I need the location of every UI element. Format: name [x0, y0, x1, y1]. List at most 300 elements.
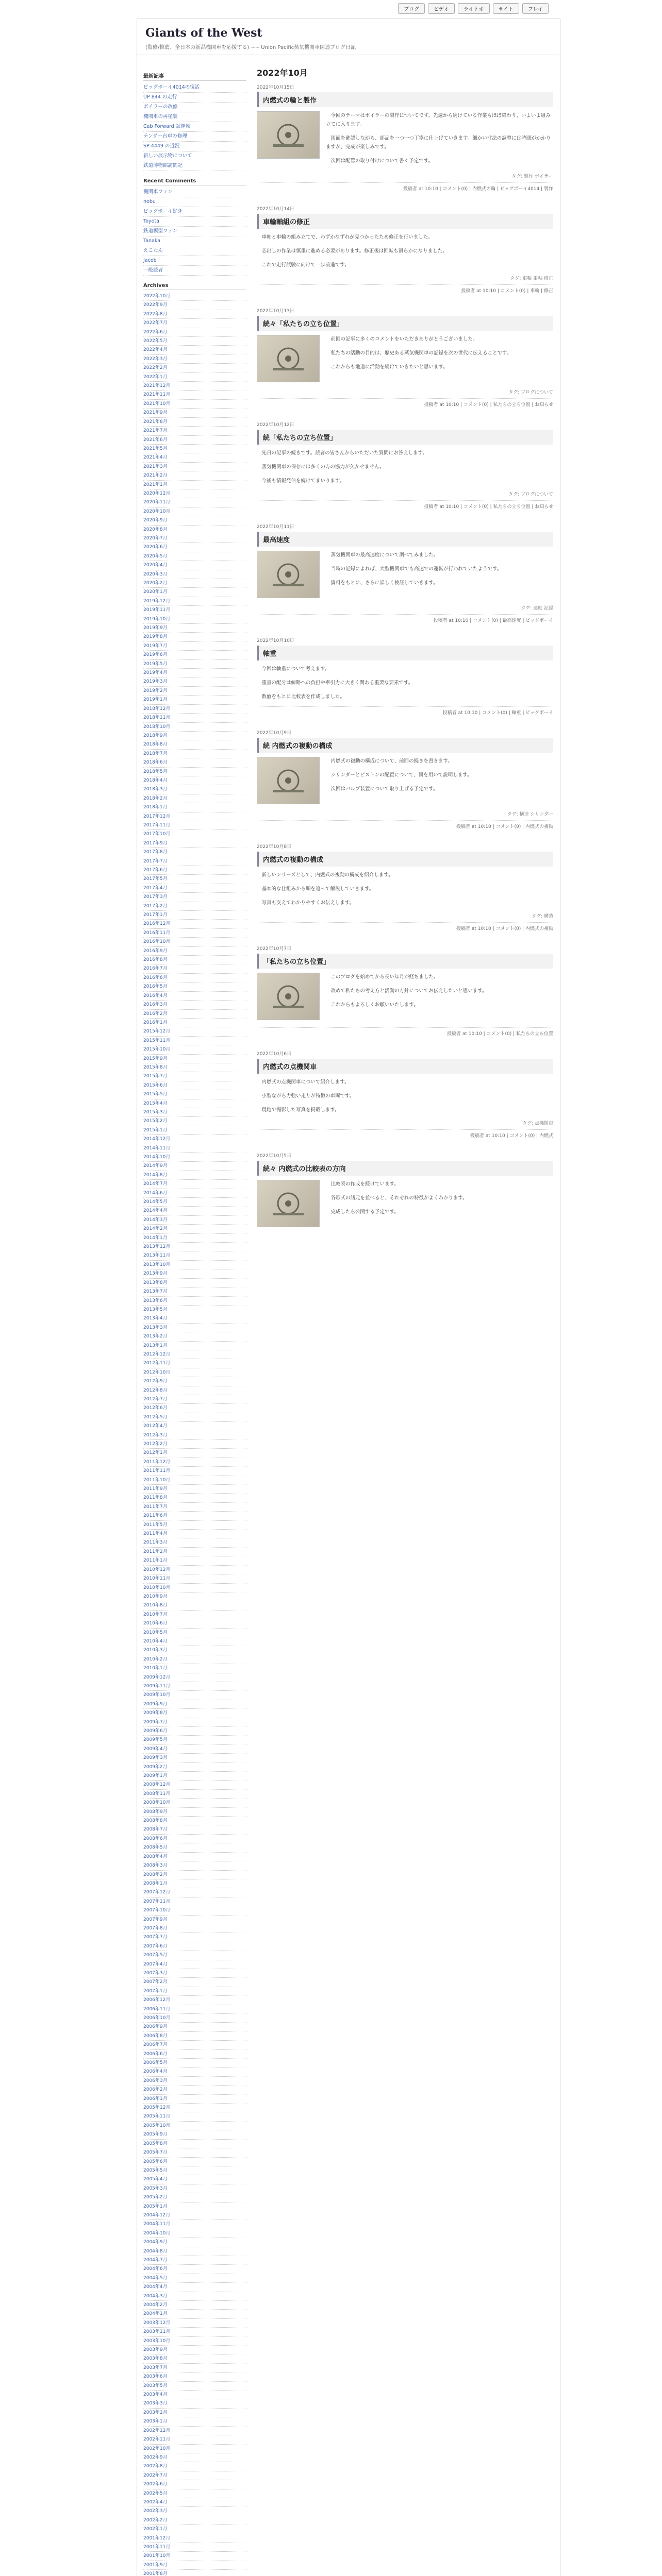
archive-month-link[interactable]: 2003年10月 — [143, 2337, 246, 2346]
archive-month-link[interactable]: 2003年12月 — [143, 2319, 246, 2328]
archive-month-link[interactable]: 2016年7月 — [143, 964, 246, 973]
archive-month-link[interactable]: 2019年2月 — [143, 687, 246, 696]
archive-month-link[interactable]: 2011年5月 — [143, 1521, 246, 1530]
archive-month-link[interactable]: 2006年9月 — [143, 2023, 246, 2031]
archive-month-link[interactable]: 2011年11月 — [143, 1467, 246, 1476]
archive-month-link[interactable]: 2009年3月 — [143, 1754, 246, 1762]
archive-month-link[interactable]: 2015年8月 — [143, 1063, 246, 1072]
recent-comment-link[interactable]: ビッグボーイ好き — [143, 207, 246, 217]
archive-month-link[interactable]: 2022年2月 — [143, 364, 246, 372]
archive-month-link[interactable]: 2010年6月 — [143, 1619, 246, 1628]
archive-month-link[interactable]: 2006年3月 — [143, 2077, 246, 2086]
post-photo[interactable] — [257, 757, 320, 804]
archive-month-link[interactable]: 2021年1月 — [143, 481, 246, 489]
archive-month-link[interactable]: 2011年6月 — [143, 1512, 246, 1520]
recent-comment-link[interactable]: 機関車ファン — [143, 188, 246, 197]
post-tags[interactable]: タグ: 速度 記録 — [521, 606, 553, 611]
post-tags[interactable]: タグ: 点機関車 — [522, 1121, 553, 1126]
archive-month-link[interactable]: 2006年1月 — [143, 2095, 246, 2104]
archive-month-link[interactable]: 2020年12月 — [143, 489, 246, 498]
archive-month-link[interactable]: 2011年7月 — [143, 1503, 246, 1512]
archive-month-link[interactable]: 2004年12月 — [143, 2211, 246, 2220]
archive-month-link[interactable]: 2021年4月 — [143, 453, 246, 462]
archive-month-link[interactable]: 2005年5月 — [143, 2166, 246, 2175]
top-nav-link[interactable]: サイト — [493, 3, 519, 14]
recent-entry-link[interactable]: テンダー台車の修理 — [143, 132, 246, 142]
archive-month-link[interactable]: 2015年2月 — [143, 1117, 246, 1126]
archive-month-link[interactable]: 2004年11月 — [143, 2220, 246, 2229]
archive-month-link[interactable]: 2006年11月 — [143, 2005, 246, 2014]
archive-month-link[interactable]: 2011年3月 — [143, 1538, 246, 1547]
archive-month-link[interactable]: 2016年3月 — [143, 1001, 246, 1009]
archive-month-link[interactable]: 2005年3月 — [143, 2184, 246, 2193]
archive-month-link[interactable]: 2004年2月 — [143, 2301, 246, 2310]
archive-month-link[interactable]: 2005年2月 — [143, 2193, 246, 2202]
archive-month-link[interactable]: 2022年10月 — [143, 292, 246, 301]
archive-month-link[interactable]: 2011年10月 — [143, 1476, 246, 1485]
archive-month-link[interactable]: 2010年9月 — [143, 1592, 246, 1601]
archive-month-link[interactable]: 2010年12月 — [143, 1566, 246, 1574]
archive-month-link[interactable]: 2016年4月 — [143, 992, 246, 1001]
archive-month-link[interactable]: 2002年8月 — [143, 2462, 246, 2471]
archive-month-link[interactable]: 2004年8月 — [143, 2247, 246, 2256]
archive-month-link[interactable]: 2003年6月 — [143, 2372, 246, 2381]
archive-month-link[interactable]: 2015年7月 — [143, 1072, 246, 1081]
post-title[interactable]: 内燃式の輪と製作 — [257, 92, 553, 107]
archive-month-link[interactable]: 2020年10月 — [143, 507, 246, 516]
post-footer[interactable]: 投稿者 at 10:10 | コメント(0) | 私たちの立ち位置 | お知らせ — [257, 500, 553, 510]
archive-month-link[interactable]: 2014年5月 — [143, 1198, 246, 1207]
recent-comment-link[interactable]: Toyota — [143, 217, 246, 227]
recent-entry-link[interactable]: 鉄道博物館訪問記 — [143, 161, 246, 171]
archive-month-link[interactable]: 2012年11月 — [143, 1359, 246, 1368]
archive-month-link[interactable]: 2001年10月 — [143, 2552, 246, 2561]
archive-month-link[interactable]: 2007年7月 — [143, 1933, 246, 1942]
site-title[interactable]: Giants of the West — [145, 26, 262, 40]
archive-month-link[interactable]: 2019年3月 — [143, 677, 246, 686]
recent-entry-link[interactable]: ビッグボーイ4014の復活 — [143, 83, 246, 93]
archive-month-link[interactable]: 2015年4月 — [143, 1099, 246, 1108]
archive-month-link[interactable]: 2017年2月 — [143, 902, 246, 911]
archive-month-link[interactable]: 2009年12月 — [143, 1673, 246, 1682]
archive-month-link[interactable]: 2002年6月 — [143, 2480, 246, 2489]
archive-month-link[interactable]: 2015年1月 — [143, 1126, 246, 1135]
archive-month-link[interactable]: 2014年3月 — [143, 1216, 246, 1225]
archive-month-link[interactable]: 2018年4月 — [143, 776, 246, 785]
archive-month-link[interactable]: 2001年12月 — [143, 2534, 246, 2543]
archive-month-link[interactable]: 2016年2月 — [143, 1010, 246, 1019]
archive-month-link[interactable]: 2016年5月 — [143, 982, 246, 991]
archive-month-link[interactable]: 2016年8月 — [143, 956, 246, 964]
archive-month-link[interactable]: 2021年3月 — [143, 463, 246, 471]
recent-comment-link[interactable]: Tanaka — [143, 236, 246, 246]
archive-month-link[interactable]: 2021年12月 — [143, 382, 246, 391]
archive-month-link[interactable]: 2012年8月 — [143, 1386, 246, 1395]
archive-month-link[interactable]: 2016年12月 — [143, 920, 246, 928]
archive-month-link[interactable]: 2008年3月 — [143, 1861, 246, 1870]
post-tags[interactable]: タグ: 構造 シリンダー — [507, 812, 553, 817]
archive-month-link[interactable]: 2019年9月 — [143, 624, 246, 633]
recent-entry-link[interactable]: Cab Forward 試運転 — [143, 122, 246, 132]
archive-month-link[interactable]: 2022年8月 — [143, 310, 246, 319]
archive-month-link[interactable]: 2021年7月 — [143, 427, 246, 435]
archive-month-link[interactable]: 2017年12月 — [143, 812, 246, 821]
archive-month-link[interactable]: 2002年3月 — [143, 2507, 246, 2516]
recent-comment-link[interactable]: 鉄道模型ファン — [143, 227, 246, 236]
archive-month-link[interactable]: 2009年5月 — [143, 1736, 246, 1744]
top-nav-link[interactable]: ビデオ — [428, 3, 455, 14]
archive-month-link[interactable]: 2015年10月 — [143, 1045, 246, 1054]
archive-month-link[interactable]: 2009年10月 — [143, 1691, 246, 1700]
archive-month-link[interactable]: 2013年8月 — [143, 1279, 246, 1287]
archive-month-link[interactable]: 2005年1月 — [143, 2202, 246, 2211]
archive-month-link[interactable]: 2014年10月 — [143, 1153, 246, 1162]
archive-month-link[interactable]: 2021年11月 — [143, 391, 246, 399]
archive-month-link[interactable]: 2008年7月 — [143, 1825, 246, 1834]
archive-month-link[interactable]: 2020年2月 — [143, 579, 246, 588]
archive-month-link[interactable]: 2006年10月 — [143, 2014, 246, 2023]
archive-month-link[interactable]: 2006年6月 — [143, 2050, 246, 2059]
archive-month-link[interactable]: 2011年2月 — [143, 1548, 246, 1556]
archive-month-link[interactable]: 2016年11月 — [143, 929, 246, 938]
recent-comment-link[interactable]: nobu — [143, 197, 246, 207]
archive-month-link[interactable]: 2006年8月 — [143, 2032, 246, 2041]
archive-month-link[interactable]: 2008年2月 — [143, 1871, 246, 1879]
archive-month-link[interactable]: 2017年6月 — [143, 866, 246, 875]
archive-month-link[interactable]: 2021年5月 — [143, 445, 246, 453]
archive-month-link[interactable]: 2021年10月 — [143, 400, 246, 409]
post-footer[interactable]: 投稿者 at 10:10 | コメント(0) | 内燃式の輪 | ビッグボーイ4014 | 製作 — [257, 182, 553, 192]
archive-month-link[interactable]: 2009年8月 — [143, 1709, 246, 1718]
top-nav-link[interactable]: ライトボ — [458, 3, 490, 14]
archive-month-link[interactable]: 2009年2月 — [143, 1763, 246, 1772]
post-photo[interactable] — [257, 1180, 320, 1227]
archive-month-link[interactable]: 2009年9月 — [143, 1700, 246, 1709]
archive-month-link[interactable]: 2019年12月 — [143, 597, 246, 606]
archive-month-link[interactable]: 2013年10月 — [143, 1261, 246, 1269]
archive-month-link[interactable]: 2012年5月 — [143, 1413, 246, 1422]
archive-month-link[interactable]: 2018年10月 — [143, 723, 246, 732]
archive-month-link[interactable]: 2017年9月 — [143, 839, 246, 848]
archive-month-link[interactable]: 2022年1月 — [143, 373, 246, 382]
archive-month-link[interactable]: 2019年8月 — [143, 633, 246, 641]
archive-month-link[interactable]: 2015年3月 — [143, 1108, 246, 1117]
archive-month-link[interactable]: 2004年7月 — [143, 2256, 246, 2265]
archive-month-link[interactable]: 2021年2月 — [143, 471, 246, 480]
archive-month-link[interactable]: 2007年11月 — [143, 1897, 246, 1906]
archive-month-link[interactable]: 2003年4月 — [143, 2391, 246, 2399]
archive-month-link[interactable]: 2019年4月 — [143, 669, 246, 677]
archive-month-link[interactable]: 2011年4月 — [143, 1530, 246, 1538]
archive-month-link[interactable]: 2020年6月 — [143, 543, 246, 552]
archive-month-link[interactable]: 2017年10月 — [143, 830, 246, 839]
archive-month-link[interactable]: 2015年9月 — [143, 1055, 246, 1063]
archive-month-link[interactable]: 2021年6月 — [143, 436, 246, 445]
archive-month-link[interactable]: 2009年1月 — [143, 1772, 246, 1781]
archive-month-link[interactable]: 2018年5月 — [143, 768, 246, 776]
archive-month-link[interactable]: 2001年9月 — [143, 2561, 246, 2570]
archive-month-link[interactable]: 2006年5月 — [143, 2059, 246, 2067]
archive-month-link[interactable]: 2013年1月 — [143, 1342, 246, 1350]
archive-month-link[interactable]: 2008年10月 — [143, 1799, 246, 1807]
archive-month-link[interactable]: 2005年4月 — [143, 2175, 246, 2184]
archive-month-link[interactable]: 2011年9月 — [143, 1485, 246, 1494]
archive-month-link[interactable]: 2014年6月 — [143, 1189, 246, 1198]
archive-month-link[interactable]: 2022年3月 — [143, 355, 246, 364]
archive-month-link[interactable]: 2008年8月 — [143, 1817, 246, 1825]
archive-month-link[interactable]: 2019年6月 — [143, 651, 246, 659]
archive-month-link[interactable]: 2004年10月 — [143, 2229, 246, 2238]
archive-month-link[interactable]: 2004年1月 — [143, 2310, 246, 2318]
archive-month-link[interactable]: 2009年6月 — [143, 1727, 246, 1736]
archive-month-link[interactable]: 2014年4月 — [143, 1207, 246, 1215]
archive-month-link[interactable]: 2014年11月 — [143, 1144, 246, 1153]
archive-month-link[interactable]: 2013年11月 — [143, 1251, 246, 1260]
archive-month-link[interactable]: 2014年8月 — [143, 1171, 246, 1180]
post-tags[interactable]: タグ: 車輪 車軸 修正 — [510, 276, 553, 281]
archive-month-link[interactable]: 2018年1月 — [143, 803, 246, 812]
archive-month-link[interactable]: 2003年3月 — [143, 2399, 246, 2408]
archive-month-link[interactable]: 2010年3月 — [143, 1646, 246, 1655]
archive-month-link[interactable]: 2002年4月 — [143, 2498, 246, 2507]
recent-entry-link[interactable]: SP 4449 の近況 — [143, 142, 246, 151]
post-title[interactable]: 内燃式の複動の構成 — [257, 852, 553, 867]
archive-month-link[interactable]: 2012年12月 — [143, 1350, 246, 1359]
archive-month-link[interactable]: 2010年10月 — [143, 1584, 246, 1592]
post-footer[interactable]: 投稿者 at 10:10 | コメント(0) | 内燃式 — [257, 1129, 553, 1139]
archive-month-link[interactable]: 2022年6月 — [143, 328, 246, 337]
post-footer[interactable]: 投稿者 at 10:10 | コメント(0) | 最高速度 | ビッグボーイ — [257, 614, 553, 623]
archive-month-link[interactable]: 2020年3月 — [143, 570, 246, 579]
archive-month-link[interactable]: 2007年1月 — [143, 1987, 246, 1996]
archive-month-link[interactable]: 2019年7月 — [143, 642, 246, 651]
archive-month-link[interactable]: 2018年12月 — [143, 705, 246, 714]
archive-month-link[interactable]: 2012年7月 — [143, 1395, 246, 1404]
post-photo[interactable] — [257, 335, 320, 382]
archive-month-link[interactable]: 2017年8月 — [143, 848, 246, 857]
archive-month-link[interactable]: 2016年1月 — [143, 1019, 246, 1027]
archive-month-link[interactable]: 2014年2月 — [143, 1225, 246, 1233]
archive-month-link[interactable]: 2012年6月 — [143, 1404, 246, 1413]
archive-month-link[interactable]: 2001年11月 — [143, 2543, 246, 2552]
archive-month-link[interactable]: 2002年5月 — [143, 2489, 246, 2498]
archive-month-link[interactable]: 2008年1月 — [143, 1879, 246, 1888]
archive-month-link[interactable]: 2005年9月 — [143, 2130, 246, 2139]
archive-month-link[interactable]: 2019年10月 — [143, 615, 246, 624]
archive-month-link[interactable]: 2008年6月 — [143, 1835, 246, 1843]
archive-month-link[interactable]: 2017年4月 — [143, 884, 246, 893]
archive-month-link[interactable]: 2001年8月 — [143, 2570, 246, 2576]
archive-month-link[interactable]: 2015年5月 — [143, 1090, 246, 1099]
archive-month-link[interactable]: 2011年8月 — [143, 1494, 246, 1502]
archive-month-link[interactable]: 2002年1月 — [143, 2525, 246, 2534]
archive-month-link[interactable]: 2004年9月 — [143, 2238, 246, 2247]
archive-month-link[interactable]: 2005年6月 — [143, 2158, 246, 2166]
post-title[interactable]: 「私たちの立ち位置」 — [257, 954, 553, 969]
archive-month-link[interactable]: 2018年11月 — [143, 714, 246, 722]
archive-month-link[interactable]: 2002年11月 — [143, 2435, 246, 2444]
archive-month-link[interactable]: 2002年10月 — [143, 2445, 246, 2453]
archive-month-link[interactable]: 2014年7月 — [143, 1180, 246, 1189]
post-title[interactable]: 続々 内燃式の比較表の方向 — [257, 1161, 553, 1176]
archive-month-link[interactable]: 2006年4月 — [143, 2067, 246, 2076]
archive-month-link[interactable]: 2015年12月 — [143, 1027, 246, 1036]
archive-month-link[interactable]: 2004年5月 — [143, 2274, 246, 2283]
archive-month-link[interactable]: 2008年12月 — [143, 1781, 246, 1789]
archive-month-link[interactable]: 2016年6月 — [143, 974, 246, 982]
archive-month-link[interactable]: 2010年7月 — [143, 1611, 246, 1619]
post-footer[interactable]: 投稿者 at 10:10 | コメント(0) | 内燃式の複動 — [257, 922, 553, 931]
archive-month-link[interactable]: 2002年12月 — [143, 2427, 246, 2435]
post-footer[interactable]: 投稿者 at 10:10 | コメント(0) | 私たちの立ち位置 | お知らせ — [257, 398, 553, 408]
archive-month-link[interactable]: 2013年2月 — [143, 1332, 246, 1341]
archive-month-link[interactable]: 2020年9月 — [143, 516, 246, 525]
archive-month-link[interactable]: 2022年4月 — [143, 346, 246, 354]
post-title[interactable]: 続「私たちの立ち位置」 — [257, 430, 553, 445]
archive-month-link[interactable]: 2011年1月 — [143, 1556, 246, 1565]
archive-month-link[interactable]: 2002年7月 — [143, 2471, 246, 2480]
archive-month-link[interactable]: 2014年12月 — [143, 1135, 246, 1144]
post-tags[interactable]: タグ: 製作 ボイラー — [511, 174, 553, 179]
archive-month-link[interactable]: 2007年12月 — [143, 1888, 246, 1897]
archive-month-link[interactable]: 2010年4月 — [143, 1637, 246, 1646]
archive-month-link[interactable]: 2018年8月 — [143, 740, 246, 749]
archive-month-link[interactable]: 2013年6月 — [143, 1297, 246, 1306]
archive-month-link[interactable]: 2007年4月 — [143, 1960, 246, 1969]
archive-month-link[interactable]: 2012年4月 — [143, 1422, 246, 1431]
archive-month-link[interactable]: 2019年11月 — [143, 606, 246, 615]
archive-month-link[interactable]: 2014年1月 — [143, 1234, 246, 1243]
archive-month-link[interactable]: 2020年4月 — [143, 561, 246, 570]
archive-month-link[interactable]: 2021年9月 — [143, 409, 246, 417]
archive-month-link[interactable]: 2014年9月 — [143, 1162, 246, 1171]
archive-month-link[interactable]: 2008年5月 — [143, 1843, 246, 1852]
archive-month-link[interactable]: 2009年4月 — [143, 1745, 246, 1754]
archive-month-link[interactable]: 2006年7月 — [143, 2041, 246, 2049]
archive-month-link[interactable]: 2016年10月 — [143, 938, 246, 946]
archive-month-link[interactable]: 2017年3月 — [143, 893, 246, 902]
archive-month-link[interactable]: 2017年7月 — [143, 857, 246, 866]
archive-month-link[interactable]: 2002年2月 — [143, 2516, 246, 2525]
archive-month-link[interactable]: 2018年2月 — [143, 794, 246, 803]
archive-month-link[interactable]: 2007年6月 — [143, 1942, 246, 1951]
archive-month-link[interactable]: 2007年3月 — [143, 1969, 246, 1978]
post-footer[interactable]: 投稿者 at 10:10 | コメント(0) | 私たちの立ち位置 — [257, 1027, 553, 1037]
archive-month-link[interactable]: 2013年9月 — [143, 1269, 246, 1278]
archive-month-link[interactable]: 2005年10月 — [143, 2122, 246, 2130]
archive-month-link[interactable]: 2022年9月 — [143, 301, 246, 310]
archive-month-link[interactable]: 2003年11月 — [143, 2328, 246, 2336]
archive-month-link[interactable]: 2006年12月 — [143, 1996, 246, 2005]
post-title[interactable]: 軸重 — [257, 646, 553, 660]
archive-month-link[interactable]: 2017年5月 — [143, 875, 246, 884]
archive-month-link[interactable]: 2021年8月 — [143, 418, 246, 427]
top-nav-link[interactable]: フレイ — [522, 3, 549, 14]
recent-entry-link[interactable]: 新しい展示物について — [143, 151, 246, 161]
archive-month-link[interactable]: 2018年7月 — [143, 750, 246, 758]
archive-month-link[interactable]: 2003年9月 — [143, 2346, 246, 2354]
archive-month-link[interactable]: 2017年1月 — [143, 911, 246, 920]
archive-month-link[interactable]: 2009年11月 — [143, 1682, 246, 1691]
archive-month-link[interactable]: 2007年5月 — [143, 1951, 246, 1960]
archive-month-link[interactable]: 2010年5月 — [143, 1629, 246, 1637]
post-photo[interactable] — [257, 551, 320, 598]
recent-entry-link[interactable]: 機関車の再塗装 — [143, 112, 246, 122]
archive-month-link[interactable]: 2007年9月 — [143, 1916, 246, 1924]
archive-month-link[interactable]: 2002年9月 — [143, 2453, 246, 2462]
post-footer[interactable]: 投稿者 at 10:10 | コメント(0) | 内燃式の複動 — [257, 820, 553, 829]
post-title[interactable]: 最高速度 — [257, 532, 553, 547]
archive-month-link[interactable]: 2005年12月 — [143, 2104, 246, 2112]
post-footer[interactable]: 投稿者 at 10:10 | コメント(0) | 車輪 | 修正 — [257, 284, 553, 294]
archive-month-link[interactable]: 2012年10月 — [143, 1368, 246, 1377]
post-tags[interactable]: タグ: 構造 — [532, 914, 553, 919]
post-title[interactable]: 続々「私たちの立ち位置」 — [257, 316, 553, 331]
archive-month-link[interactable]: 2006年2月 — [143, 2086, 246, 2094]
archive-month-link[interactable]: 2013年12月 — [143, 1243, 246, 1251]
archive-month-link[interactable]: 2008年11月 — [143, 1790, 246, 1799]
recent-comment-link[interactable]: 一般読者 — [143, 266, 246, 276]
archive-month-link[interactable]: 2020年7月 — [143, 534, 246, 543]
recent-entry-link[interactable]: ボイラーの改修 — [143, 103, 246, 112]
archive-month-link[interactable]: 2012年3月 — [143, 1431, 246, 1440]
archive-month-link[interactable]: 2020年11月 — [143, 498, 246, 507]
archive-month-link[interactable]: 2016年9月 — [143, 947, 246, 956]
archive-month-link[interactable]: 2012年9月 — [143, 1377, 246, 1386]
post-footer[interactable]: 投稿者 at 10:10 | コメント(0) | 軸重 | ビッグボーイ — [257, 706, 553, 716]
post-photo[interactable] — [257, 111, 320, 159]
archive-month-link[interactable]: 2013年7月 — [143, 1287, 246, 1296]
archive-month-link[interactable]: 2011年12月 — [143, 1458, 246, 1467]
archive-month-link[interactable]: 2009年7月 — [143, 1718, 246, 1727]
archive-month-link[interactable]: 2012年2月 — [143, 1440, 246, 1449]
archive-month-link[interactable]: 2017年11月 — [143, 821, 246, 830]
archive-month-link[interactable]: 2008年9月 — [143, 1808, 246, 1817]
post-title[interactable]: 続 内燃式の複動の構成 — [257, 738, 553, 753]
archive-month-link[interactable]: 2003年5月 — [143, 2382, 246, 2391]
archive-month-link[interactable]: 2010年2月 — [143, 1655, 246, 1664]
post-photo[interactable] — [257, 973, 320, 1020]
archive-month-link[interactable]: 2005年11月 — [143, 2112, 246, 2121]
post-title[interactable]: 内燃式の点機関車 — [257, 1059, 553, 1074]
archive-month-link[interactable]: 2020年5月 — [143, 552, 246, 561]
archive-month-link[interactable]: 2019年5月 — [143, 660, 246, 669]
archive-month-link[interactable]: 2003年7月 — [143, 2364, 246, 2372]
recent-comment-link[interactable]: Jacob — [143, 256, 246, 266]
recent-comment-link[interactable]: えこたん — [143, 246, 246, 256]
archive-month-link[interactable]: 2004年6月 — [143, 2265, 246, 2274]
archive-month-link[interactable]: 2003年2月 — [143, 2409, 246, 2417]
archive-month-link[interactable]: 2013年4月 — [143, 1314, 246, 1323]
archive-month-link[interactable]: 2019年1月 — [143, 696, 246, 704]
post-tags[interactable]: タグ: ブログについて — [508, 390, 553, 395]
archive-month-link[interactable]: 2005年8月 — [143, 2140, 246, 2148]
recent-entry-link[interactable]: UP 844 の走行 — [143, 93, 246, 103]
archive-month-link[interactable]: 2022年7月 — [143, 319, 246, 328]
archive-month-link[interactable]: 2013年5月 — [143, 1306, 246, 1314]
archive-month-link[interactable]: 2018年6月 — [143, 758, 246, 767]
archive-month-link[interactable]: 2003年1月 — [143, 2417, 246, 2426]
archive-month-link[interactable]: 2015年6月 — [143, 1081, 246, 1090]
archive-month-link[interactable]: 2020年1月 — [143, 588, 246, 597]
archive-month-link[interactable]: 2008年4月 — [143, 1853, 246, 1861]
top-nav-link[interactable]: ブログ — [398, 3, 425, 14]
archive-month-link[interactable]: 2022年5月 — [143, 337, 246, 346]
archive-month-link[interactable]: 2007年10月 — [143, 1906, 246, 1915]
archive-month-link[interactable]: 2004年3月 — [143, 2292, 246, 2301]
archive-month-link[interactable]: 2010年11月 — [143, 1574, 246, 1583]
archive-month-link[interactable]: 2012年1月 — [143, 1449, 246, 1458]
